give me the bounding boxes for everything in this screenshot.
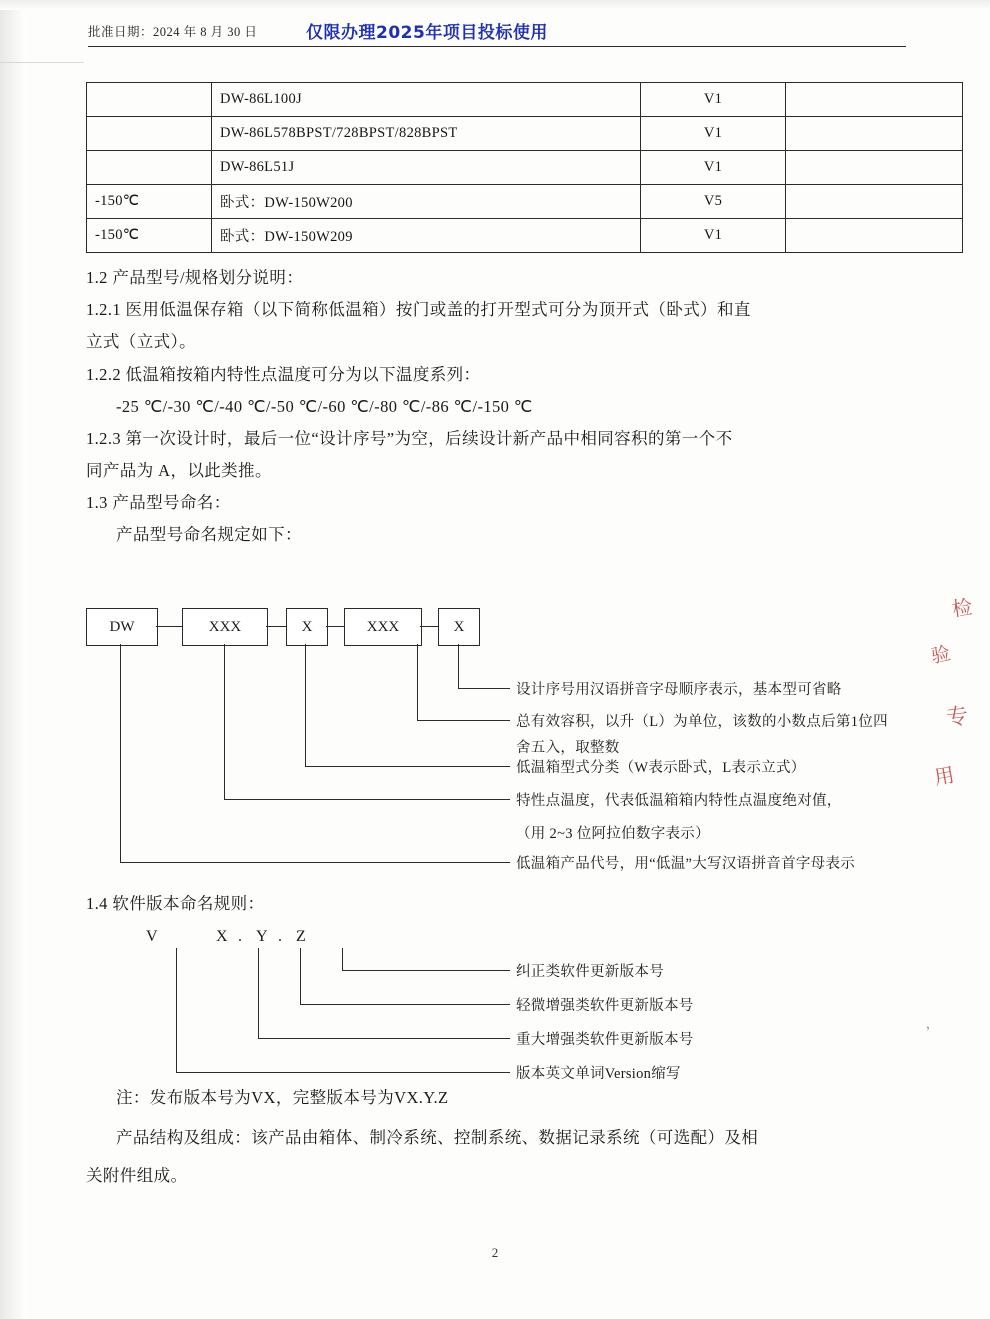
version-char-dot1: . (238, 928, 242, 945)
table-row (87, 151, 963, 185)
seal-mark-5: ， (925, 1017, 938, 1031)
section-1-4-title: 1.4 软件版本命名规则： (86, 894, 265, 913)
section-1-3-subtitle: 产品型号命名规定如下： (116, 525, 302, 545)
seal-mark-2: 验 (929, 642, 953, 668)
label-version-abbrev: 版本英文单词Version缩写 (516, 1066, 681, 1082)
section-1-2-title: 1.2 产品型号/规格划分说明： (86, 268, 304, 287)
header-rule (88, 46, 906, 47)
label-volume-2: 舍五入，取整数 (516, 740, 620, 756)
section-1-3-title: 1.3 产品型号命名： (86, 493, 231, 513)
cell-temperature (87, 151, 212, 185)
section-1-2-3-line-1: 1.2.3 第一次设计时，最后一位“设计序号”为空，后续设计新产品中相同容积的第一个不 (86, 428, 733, 448)
version-char-x: X (216, 928, 228, 945)
leader-h-dw (120, 862, 510, 863)
connector-line (326, 626, 344, 627)
label-volume-1: 总有效容积，以升（L）为单位，该数的小数点后第1位四 (516, 714, 888, 730)
cell-blank (786, 219, 963, 253)
cell-version: V5 (641, 185, 786, 219)
cell-blank (786, 117, 963, 151)
model-naming-diagram (86, 600, 906, 890)
leader-line-fix (342, 948, 343, 970)
label-fix-version: 纠正类软件更新版本号 (516, 964, 664, 980)
section-1-2-1-line-1: 1.2.1 医用低温保存箱（以下简称低温箱）按门或盖的打开型式可分为顶开式（卧式）和直 (86, 300, 751, 320)
cell-version: V1 (641, 219, 786, 253)
leader-line-dw (120, 644, 121, 862)
scan-artifact-line (0, 62, 84, 63)
label-minor-version: 轻微增强类软件更新版本号 (516, 998, 694, 1014)
version-naming-diagram (86, 920, 906, 1100)
leader-h-volume (417, 720, 510, 721)
version-char-dot2: . (278, 928, 282, 945)
naming-box-dw: DW (86, 608, 158, 646)
page-header (88, 18, 906, 48)
leader-line-type (305, 644, 306, 766)
model-version-table (86, 82, 963, 253)
leader-line-serial (458, 644, 459, 688)
seal-mark-1: 检 (950, 594, 974, 622)
naming-box-temp: XXX (182, 608, 268, 646)
note-version: 注：发布版本号为VX，完整版本号为VX.Y.Z (116, 1088, 449, 1107)
leader-h-serial (458, 688, 510, 689)
cell-model: DW-86L51J (212, 151, 641, 185)
connector-line (156, 626, 182, 627)
table-row (87, 117, 963, 151)
structure-line-1: 产品结构及组成：该产品由箱体、制冷系统、控制系统、数据记录系统（可选配）及相 (116, 1128, 759, 1147)
cell-temperature: -150℃ (87, 185, 212, 219)
label-characteristic-temp: 特性点温度，代表低温箱箱内特性点温度绝对值， (516, 793, 842, 809)
cell-version: V1 (641, 117, 786, 151)
cell-version: V1 (641, 151, 786, 185)
leader-h-type (305, 766, 510, 767)
structure-line-2: 关附件组成。 (86, 1166, 188, 1185)
label-product-code: 低温箱产品代号，用“低温”大写汉语拼音首字母表示 (516, 856, 856, 872)
cell-model: 卧式：DW-150W209 (212, 219, 641, 253)
cell-model: 卧式：DW-150W200 (212, 185, 641, 219)
section-1-2-2-line-1: 1.2.2 低温箱按箱内特性点温度可分为以下温度系列： (86, 364, 481, 384)
naming-box-volume: XXX (344, 608, 422, 646)
cell-blank (786, 151, 963, 185)
section-1-2-2-temperature-series: -25 ℃/-30 ℃/-40 ℃/-50 ℃/-60 ℃/-80 ℃/-86 ℃/-150 ℃ (116, 396, 533, 416)
cell-temperature: -150℃ (87, 219, 212, 253)
label-digits-note: （用 2~3 位阿拉伯数字表示） (516, 826, 710, 842)
seal-mark-3: 专 (944, 703, 970, 732)
leader-line-volume (417, 644, 418, 720)
cell-model: DW-86L578BPST/728BPST/828BPST (212, 117, 641, 151)
leader-h-major (258, 1038, 510, 1039)
table-row (87, 185, 963, 219)
leader-line-minor (300, 948, 301, 1004)
cell-temperature (87, 83, 212, 117)
label-serial-number: 设计序号用汉语拼音字母顺序表示，基本型可省略 (516, 682, 842, 698)
leader-h-version-word (176, 1072, 510, 1073)
version-char-y: Y (256, 928, 268, 945)
table-row (87, 219, 963, 253)
approval-date: 批准日期：2024 年 8 月 30 日 (88, 25, 258, 39)
table-row (87, 83, 963, 117)
document-body (86, 262, 906, 552)
cell-blank (786, 83, 963, 117)
page-number: 2 (491, 1245, 499, 1260)
bid-use-stamp: 仅限办理2025年项目投标使用 (306, 23, 548, 43)
cell-temperature (87, 117, 212, 151)
label-major-version: 重大增强类软件更新版本号 (516, 1032, 694, 1048)
model-table-wrapper (86, 82, 906, 253)
label-type-class: 低温箱型式分类（W表示卧式，L表示立式） (516, 760, 806, 776)
leader-h-temp (224, 799, 510, 800)
leader-line-version-word (176, 948, 177, 1072)
cell-model: DW-86L100J (212, 83, 641, 117)
leader-line-major (258, 948, 259, 1038)
version-char-z: Z (296, 928, 306, 945)
leader-line-temp (224, 644, 225, 799)
naming-box-type: X (286, 608, 328, 646)
naming-box-serial: X (438, 608, 480, 646)
connector-line (266, 626, 286, 627)
version-char-v: V (146, 928, 158, 945)
scan-edge-left (0, 0, 26, 1319)
cell-blank (786, 185, 963, 219)
seal-mark-4: 用 (932, 762, 957, 790)
leader-h-minor (300, 1004, 510, 1005)
scan-edge-top (0, 0, 990, 10)
section-1-2-1-line-2: 立式（立式）。 (86, 332, 197, 352)
section-1-2-3-line-2: 同产品为 A，以此类推。 (86, 461, 272, 481)
cell-version: V1 (641, 83, 786, 117)
leader-h-fix (342, 970, 510, 971)
connector-line (420, 626, 438, 627)
